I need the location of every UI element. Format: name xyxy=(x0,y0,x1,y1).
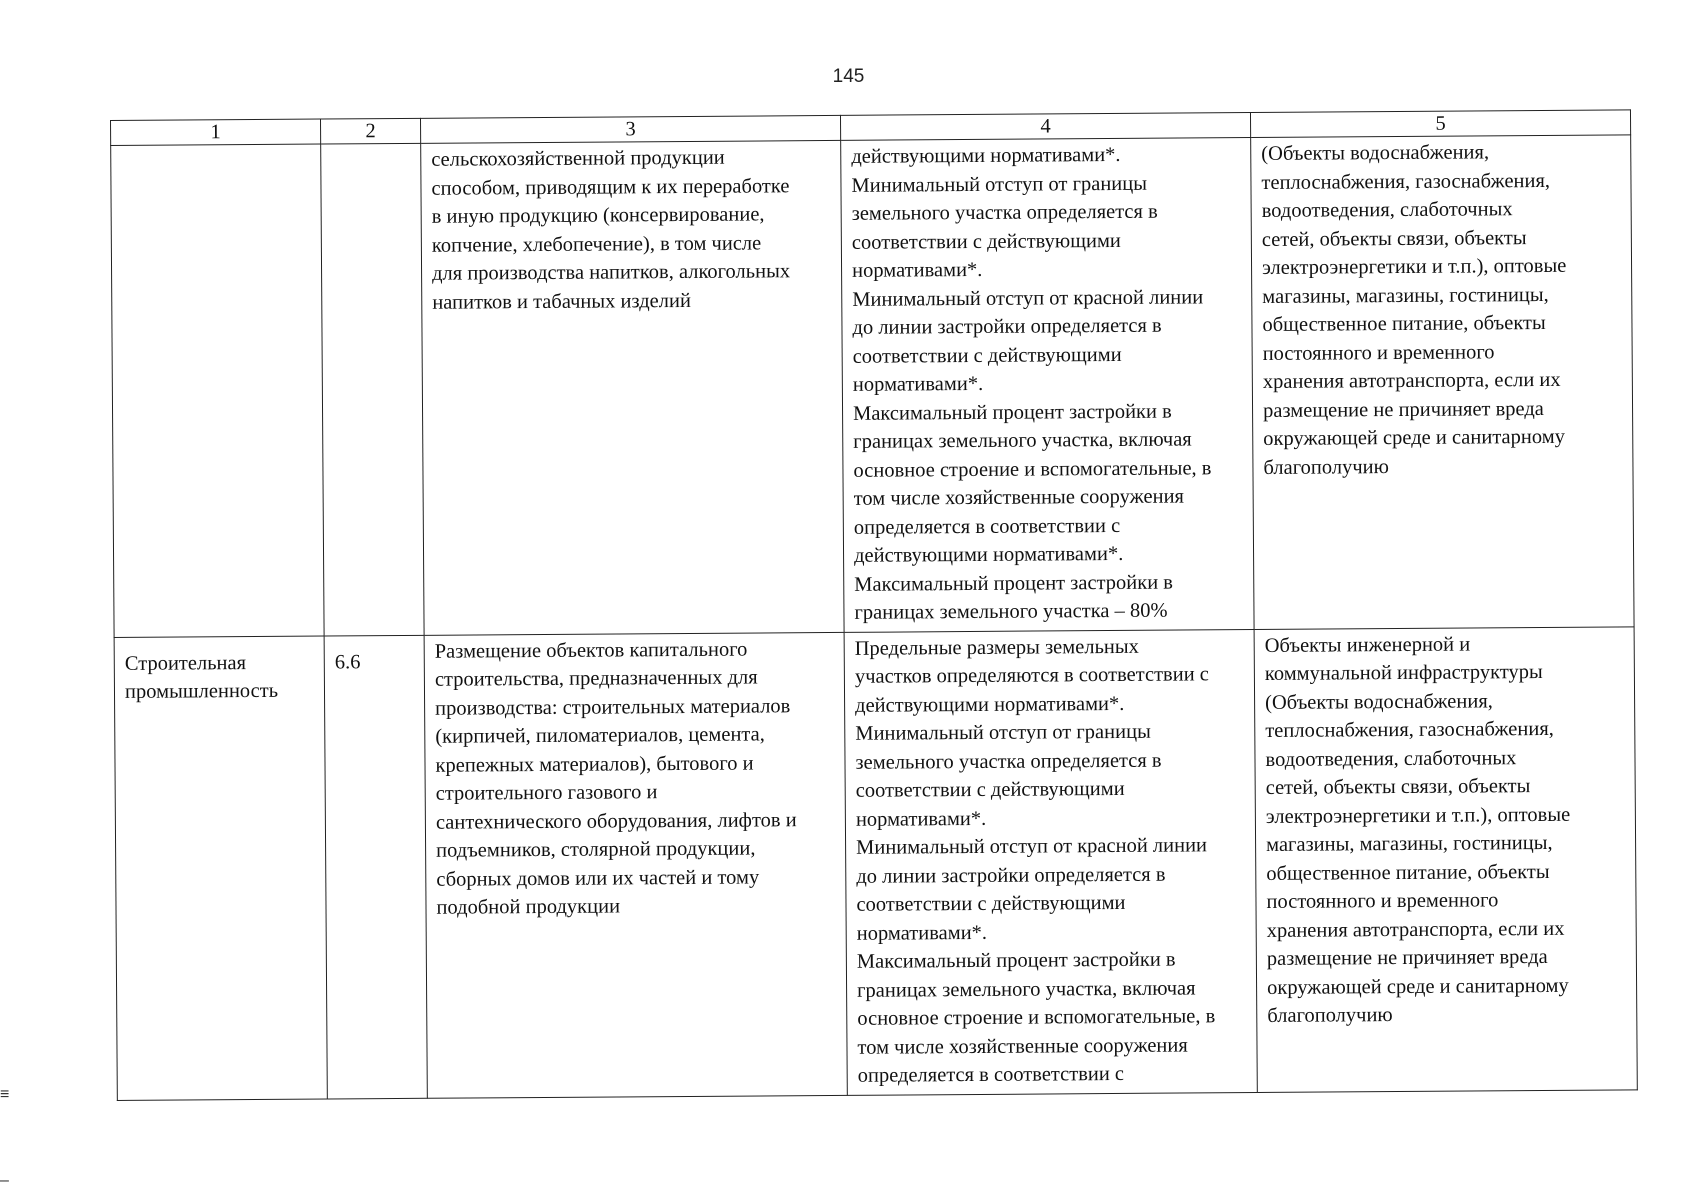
auxiliary-uses-cell xyxy=(1251,135,1634,629)
column-header: 1 xyxy=(111,119,321,145)
parameters-text: Предельные размеры земельных участков определяются в соответствии с действующими нормативами*. Минимальный отступ от границы земельного участка определяется в соответствии с действующими нормативами*. Минимальный отступ от красной линии до линии застройки определяется в соответствии с действующими нормативами*. Максимальный процент застройки в границах земельного участка, включая основное строение и вспомогательные, в том числе хозяйственные сооружения определяется в соответствии с xyxy=(854,635,1216,1087)
auxiliary-uses-text: Объекты инженерной и коммунальной инфраструктуры (Объекты водоснабжения, теплоснабжения, газоснабжения, водоотведения, слаботочных сетей, объекты связи, объекты электроэнергетики и т.п.), оптовые магазины, магазины, гостиницы, общественное питание, объекты постоянного и временного хранения автотранспорта, если их размещение не причиняет вреда окружающей среде и санитарному благополучию xyxy=(1264,633,1571,1027)
column-header: 2 xyxy=(320,118,420,144)
auxiliary-uses-text: (Объекты водоснабжения, теплоснабжения, газоснабжения, водоотведения, слаботочных сетей, объекты связи, объекты электроэнергетики и т.п.), оптовые магазины, магазины, гостиницы, общественное питание, объекты постоянного и временного хранения автотранспорта, если их размещение не причиняет вреда окружающей среде и санитарному благополучию xyxy=(1261,141,1567,479)
use-type-code: 6.6 xyxy=(334,650,361,673)
description-text: сельскохозяйственной продукции способом, приводящим к их переработке в иную продукцию (консервирование, копчение, хлебопечение), в том числе для производства напитков, алкогольных напитков и табачных изделий xyxy=(431,146,791,314)
table-row xyxy=(111,135,1634,637)
land-use-table-wrapper xyxy=(110,109,1637,1100)
use-type-code-cell xyxy=(321,143,424,635)
use-type-name-cell xyxy=(111,144,324,637)
use-type-name xyxy=(121,157,310,158)
column-header: 4 xyxy=(840,113,1250,141)
use-type-name: Строительная промышленность xyxy=(124,651,279,703)
description-cell xyxy=(421,140,844,634)
table-row xyxy=(114,626,1637,1100)
margin-mark: – xyxy=(0,1172,9,1189)
margin-mark: ≡ xyxy=(0,1086,10,1103)
use-type-code-cell xyxy=(324,635,427,1099)
description-cell xyxy=(424,632,847,1098)
auxiliary-uses-cell xyxy=(1254,626,1637,1092)
parameters-text: действующими нормативами*. Минимальный отступ от границы земельного участка определяется в соответствии с действующими нормативами*. Минимальный отступ от красной линии до линии застройки определяется в соответствии с действующими нормативами*. Максимальный процент застройки в границах земельного участка, включая основное строение и вспомогательные, в том числе хозяйственные сооружения определяется в соответствии с действующими нормативами*. Максимальный процент застройки в границах земельного участка – 80% xyxy=(851,143,1212,624)
column-header: 3 xyxy=(420,115,840,143)
use-type-name-cell xyxy=(114,636,327,1100)
parameters-cell xyxy=(841,138,1254,632)
parameters-cell xyxy=(844,629,1257,1095)
use-type-code xyxy=(331,156,410,157)
column-header: 5 xyxy=(1250,110,1630,138)
page-number: 145 xyxy=(832,66,865,87)
description-text: Размещение объектов капитального строительства, предназначенных для производства: строительных материалов (кирпичей, пиломатериалов, цемента, крепежных материалов), бытового и строительного газового и сантехнического оборудования, лифтов и подъемников, столярной продукции, сборных домов или их частей и тому подобной продукции xyxy=(434,638,797,919)
land-use-table xyxy=(110,109,1638,1100)
